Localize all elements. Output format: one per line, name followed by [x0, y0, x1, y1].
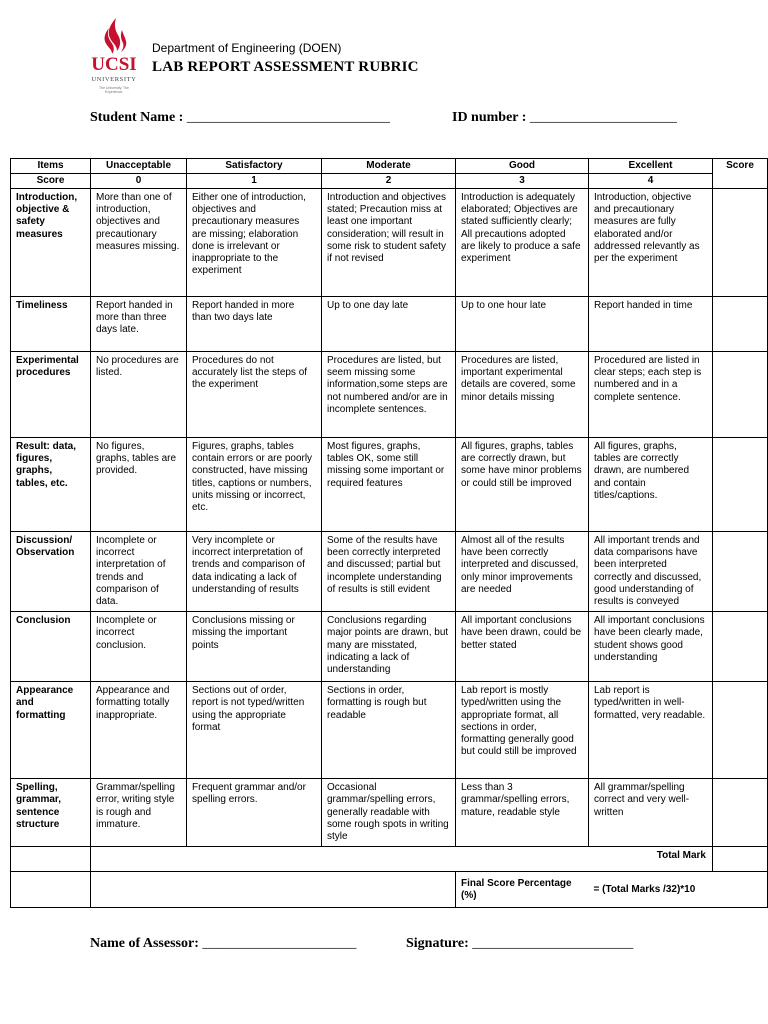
criteria-row — [11, 189, 768, 297]
level-description: Very incomplete or incorrect interpretation of trends and comparison of data indicating a lack of understanding of results — [187, 532, 322, 612]
signature-line: _______________________ — [472, 936, 634, 951]
level-description: All figures, graphs, tables are correctly drawn, are numbered and contain titles/captions. — [589, 438, 713, 532]
level-description: More than one of introduction, objectives and precautionary measures missing. — [91, 189, 187, 297]
score-header-cell: 0 — [91, 174, 187, 189]
final-score-label: Final Score Percentage (%) — [456, 872, 589, 908]
header-cell: Score — [713, 159, 768, 189]
student-name-field[interactable] — [90, 110, 390, 126]
score-input-cell[interactable] — [713, 297, 768, 352]
level-description: Introduction, objective and precautionary measures are fully elaborated and/or addressed relevantly as per the experiment — [589, 189, 713, 297]
level-description: Introduction is adequately elaborated; Objectives are stated sufficiently clearly; All precautions adopted are likely to produce a safe experiment — [456, 189, 589, 297]
level-description: Sections out of order, report is not typed/written using the appropriate format — [187, 682, 322, 779]
level-description: Grammar/spelling error, writing style is rough and immature. — [91, 779, 187, 847]
criteria-item: Experimental procedures — [11, 352, 91, 438]
level-description: Incomplete or incorrect interpretation of trends and comparison of data. — [91, 532, 187, 612]
score-input-cell[interactable] — [713, 779, 768, 847]
flame-emblem-icon — [90, 16, 138, 56]
level-description: No procedures are listed. — [91, 352, 187, 438]
score-header-cell: 2 — [322, 174, 456, 189]
criteria-row — [11, 682, 768, 779]
criteria-item: Result: data, figures, graphs, tables, etc. — [11, 438, 91, 532]
level-description: Up to one hour late — [456, 297, 589, 352]
score-input-cell[interactable] — [713, 612, 768, 682]
score-input-cell[interactable] — [713, 532, 768, 612]
score-header-cell: 3 — [456, 174, 589, 189]
level-description: Procedures do not accurately list the steps of the experiment — [187, 352, 322, 438]
criteria-item: Appearance and formatting — [11, 682, 91, 779]
criteria-item: Discussion/ Observation — [11, 532, 91, 612]
document-title: LAB REPORT ASSESSMENT RUBRIC — [152, 59, 419, 75]
level-description: Appearance and formatting totally inappropriate. — [91, 682, 187, 779]
level-description: Procedures are listed, important experimental details are covered, some minor details missing — [456, 352, 589, 438]
total-mark-row — [11, 847, 768, 872]
level-description: Almost all of the results have been correctly interpreted and discussed, only minor improvements are needed — [456, 532, 589, 612]
criteria-item: Timeliness — [11, 297, 91, 352]
level-description: Some of the results have been correctly interpreted and discussed; partial but incomplete understanding of results is still evident — [322, 532, 456, 612]
level-description: Procedured are listed in clear steps; each step is numbered and in a complete sentence. — [589, 352, 713, 438]
level-description: Less than 3 grammar/spelling errors, mature, readable style — [456, 779, 589, 847]
level-description: All important trends and data comparisons have been interpreted correctly and discussed, good understanding of results is conveyed — [589, 532, 713, 612]
level-description: Report handed in time — [589, 297, 713, 352]
level-description: No figures, graphs, tables are provided. — [91, 438, 187, 532]
score-header-cell: 1 — [187, 174, 322, 189]
level-description: Incomplete or incorrect conclusion. — [91, 612, 187, 682]
level-description: Occasional grammar/spelling errors, generally readable with some rough spots in writing style — [322, 779, 456, 847]
criteria-row — [11, 297, 768, 352]
score-input-cell[interactable] — [713, 438, 768, 532]
level-description: Introduction and objectives stated; Precaution miss at least one important consideration; will result in some risk to student safety if not revised — [322, 189, 456, 297]
student-name-label: Student Name : — [90, 110, 184, 125]
level-description: All figures, graphs, tables are correctly drawn, but some have minor problems or could still be improved — [456, 438, 589, 532]
header-cell: Good — [456, 159, 589, 174]
score-input-cell[interactable] — [713, 189, 768, 297]
level-description: Lab report is typed/written in well-formatted, very readable. — [589, 682, 713, 779]
signature-field[interactable] — [406, 936, 633, 952]
final-blank-cell — [11, 872, 91, 908]
level-description: Conclusions regarding major points are drawn, but many are misstated, indicating a lack of understanding — [322, 612, 456, 682]
logo-tagline: The University. The Experience. — [98, 86, 130, 94]
total-mark-label: Total Mark — [91, 847, 713, 872]
level-description: Report handed in more than three days late. — [91, 297, 187, 352]
score-input-cell[interactable] — [713, 352, 768, 438]
score-input-cell[interactable] — [713, 682, 768, 779]
level-description: Report handed in more than two days late — [187, 297, 322, 352]
assessor-line: ______________________ — [202, 936, 357, 951]
assessor-field[interactable] — [90, 936, 356, 952]
header-row-levels — [11, 159, 768, 174]
header-cell: Satisfactory — [187, 159, 322, 174]
id-number-line: _____________________ — [529, 110, 677, 125]
level-description: Procedures are listed, but seem missing some information,some steps are not numbered and/or are in incomplete sentences. — [322, 352, 456, 438]
level-description: All grammar/spelling correct and very well-written — [589, 779, 713, 847]
final-score-row — [11, 872, 768, 908]
level-description: Sections in order, formatting is rough but readable — [322, 682, 456, 779]
department-name: Department of Engineering (DOEN) — [152, 41, 342, 55]
criteria-item: Introduction, objective & safety measures — [11, 189, 91, 297]
total-mark-input-cell[interactable] — [713, 847, 768, 872]
criteria-row — [11, 352, 768, 438]
assessor-label: Name of Assessor: — [90, 936, 199, 951]
level-description: Most figures, graphs, tables OK, some still missing some important or required features — [322, 438, 456, 532]
header-cell: Items — [11, 159, 91, 174]
level-description: Conclusions missing or missing the important points — [187, 612, 322, 682]
header-row-scores — [11, 174, 768, 189]
final-blank-span — [91, 872, 456, 908]
logo-subtext: UNIVERSITY — [91, 76, 137, 83]
id-number-label: ID number : — [452, 110, 527, 125]
level-description: Either one of introduction, objectives and precautionary measures are missing; elaboration done is irrelevant or inappropriate to the experiment — [187, 189, 322, 297]
level-description: All important conclusions have been drawn, could be better stated — [456, 612, 589, 682]
level-description: Figures, graphs, tables contain errors or are poorly constructed, have missing titles, captions or numbers, units missing or incorrect, etc. — [187, 438, 322, 532]
final-score-formula: = (Total Marks /32)*10 — [589, 872, 768, 908]
criteria-row — [11, 532, 768, 612]
score-header-cell: 4 — [589, 174, 713, 189]
student-name-line: _____________________________ — [186, 110, 390, 125]
criteria-row — [11, 779, 768, 847]
ucsi-logo — [90, 16, 138, 96]
level-description: All important conclusions have been clearly made, student shows good understanding — [589, 612, 713, 682]
criteria-item: Conclusion — [11, 612, 91, 682]
logo-wordmark: UCSI — [91, 54, 137, 75]
header-cell: Unacceptable — [91, 159, 187, 174]
level-description: Lab report is mostly typed/written using the appropriate format, all sections in order, formatting generally good but could still be improved — [456, 682, 589, 779]
header-cell: Moderate — [322, 159, 456, 174]
score-header-cell: Score — [11, 174, 91, 189]
signature-label: Signature: — [406, 936, 469, 951]
id-number-field[interactable] — [452, 110, 677, 126]
criteria-item: Spelling, grammar, sentence structure — [11, 779, 91, 847]
criteria-row — [11, 438, 768, 532]
level-description: Frequent grammar and/or spelling errors. — [187, 779, 322, 847]
rubric-table — [10, 158, 768, 908]
criteria-row — [11, 612, 768, 682]
header-cell: Excellent — [589, 159, 713, 174]
total-blank-cell — [11, 847, 91, 872]
level-description: Up to one day late — [322, 297, 456, 352]
